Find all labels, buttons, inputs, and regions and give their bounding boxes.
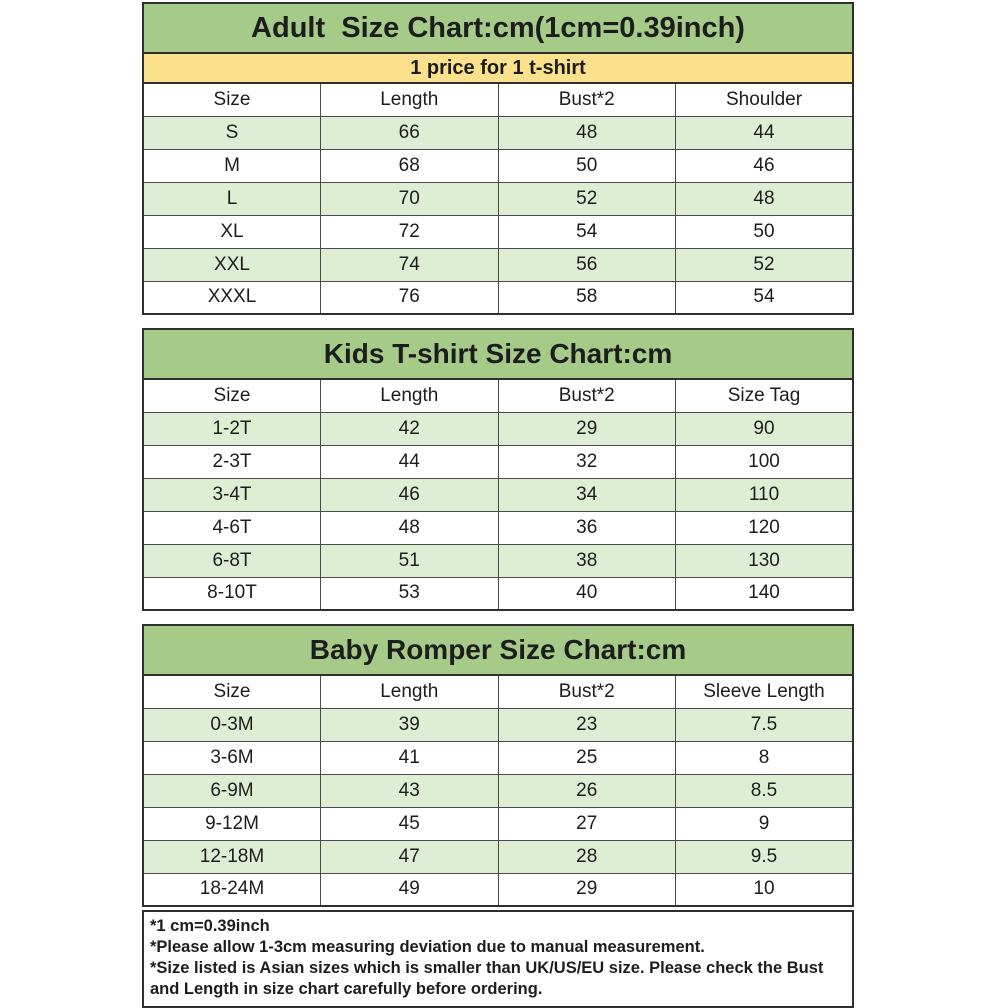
table-cell: 110 <box>676 478 854 511</box>
table-cell: 46 <box>676 149 854 182</box>
kids-chart-title: Kids T-shirt Size Chart:cm <box>142 328 854 380</box>
table-cell: 48 <box>676 182 854 215</box>
table-cell: 3-4T <box>143 478 321 511</box>
adult-header-row <box>143 83 853 116</box>
table-cell: S <box>143 116 321 149</box>
table-cell: 8.5 <box>676 774 854 807</box>
note-line-deviation: *Please allow 1-3cm measuring deviation due to manual measurement. <box>150 938 705 956</box>
table-cell: 52 <box>676 248 854 281</box>
baby-chart-title: Baby Romper Size Chart:cm <box>142 624 854 676</box>
table-cell: 58 <box>498 281 676 314</box>
column-header-length: Length <box>321 83 499 116</box>
kids-header-row <box>143 379 853 412</box>
table-cell: 1-2T <box>143 412 321 445</box>
table-row <box>143 741 853 774</box>
size-chart-sheet <box>142 2 854 1008</box>
table-cell: 48 <box>498 116 676 149</box>
adult-size-table <box>142 82 854 315</box>
note-line-asian-sizes: *Size listed is Asian sizes which is smaller than UK/US/EU size. Please check the Bust and Length in size chart carefully before ordering. <box>150 959 824 998</box>
column-header-size: Size <box>143 379 321 412</box>
table-cell: 90 <box>676 412 854 445</box>
table-cell: 38 <box>498 544 676 577</box>
table-row <box>143 577 853 610</box>
table-cell: 2-3T <box>143 445 321 478</box>
table-cell: 8-10T <box>143 577 321 610</box>
table-cell: 68 <box>321 149 499 182</box>
table-cell: 0-3M <box>143 708 321 741</box>
column-header-shoulder: Shoulder <box>676 83 854 116</box>
table-cell: XXXL <box>143 281 321 314</box>
table-cell: 29 <box>498 873 676 906</box>
table-cell: 23 <box>498 708 676 741</box>
table-row <box>143 544 853 577</box>
table-cell: 50 <box>498 149 676 182</box>
baby-size-table <box>142 674 854 907</box>
column-header-size-tag: Size Tag <box>676 379 854 412</box>
column-header-bust: Bust*2 <box>498 675 676 708</box>
table-cell: 3-6M <box>143 741 321 774</box>
table-cell: 34 <box>498 478 676 511</box>
table-row <box>143 412 853 445</box>
table-cell: 50 <box>676 215 854 248</box>
table-cell: 8 <box>676 741 854 774</box>
table-cell: 48 <box>321 511 499 544</box>
table-cell: 53 <box>321 577 499 610</box>
table-cell: 6-9M <box>143 774 321 807</box>
table-row <box>143 774 853 807</box>
table-cell: 9 <box>676 807 854 840</box>
table-cell: L <box>143 182 321 215</box>
table-row <box>143 807 853 840</box>
table-cell: 49 <box>321 873 499 906</box>
section-gap <box>142 611 854 624</box>
table-cell: 52 <box>498 182 676 215</box>
table-cell: 6-8T <box>143 544 321 577</box>
column-header-bust: Bust*2 <box>498 83 676 116</box>
table-cell: 4-6T <box>143 511 321 544</box>
table-cell: 39 <box>321 708 499 741</box>
column-header-size: Size <box>143 83 321 116</box>
table-cell: 25 <box>498 741 676 774</box>
adult-chart-title: Adult Size Chart:cm(1cm=0.39inch) <box>142 2 854 54</box>
column-header-length: Length <box>321 379 499 412</box>
table-cell: 54 <box>498 215 676 248</box>
column-header-sleeve-length: Sleeve Length <box>676 675 854 708</box>
table-cell: 28 <box>498 840 676 873</box>
table-row <box>143 182 853 215</box>
table-cell: 44 <box>321 445 499 478</box>
table-cell: 10 <box>676 873 854 906</box>
baby-size-chart-section <box>142 624 854 907</box>
table-row <box>143 149 853 182</box>
table-cell: 32 <box>498 445 676 478</box>
column-header-size: Size <box>143 675 321 708</box>
table-cell: 74 <box>321 248 499 281</box>
table-row <box>143 445 853 478</box>
table-cell: M <box>143 149 321 182</box>
table-row <box>143 215 853 248</box>
baby-header-row <box>143 675 853 708</box>
table-cell: 70 <box>321 182 499 215</box>
footnotes-box <box>142 910 854 1008</box>
table-cell: 140 <box>676 577 854 610</box>
table-cell: 44 <box>676 116 854 149</box>
note-line-cm-conversion: *1 cm=0.39inch <box>150 917 270 935</box>
table-row <box>143 708 853 741</box>
table-cell: 120 <box>676 511 854 544</box>
table-cell: 41 <box>321 741 499 774</box>
table-cell: 26 <box>498 774 676 807</box>
table-cell: 12-18M <box>143 840 321 873</box>
adult-size-chart-section <box>142 2 854 315</box>
table-cell: 40 <box>498 577 676 610</box>
table-row <box>143 248 853 281</box>
table-row <box>143 116 853 149</box>
table-cell: 130 <box>676 544 854 577</box>
table-cell: 56 <box>498 248 676 281</box>
table-cell: 18-24M <box>143 873 321 906</box>
table-cell: 42 <box>321 412 499 445</box>
table-row <box>143 840 853 873</box>
table-cell: 43 <box>321 774 499 807</box>
column-header-length: Length <box>321 675 499 708</box>
kids-size-table <box>142 378 854 611</box>
table-cell: XXL <box>143 248 321 281</box>
table-cell: 45 <box>321 807 499 840</box>
table-cell: 72 <box>321 215 499 248</box>
kids-size-chart-section <box>142 328 854 611</box>
table-cell: 46 <box>321 478 499 511</box>
table-cell: 27 <box>498 807 676 840</box>
section-gap <box>142 315 854 328</box>
table-row <box>143 511 853 544</box>
table-cell: 36 <box>498 511 676 544</box>
table-cell: XL <box>143 215 321 248</box>
column-header-bust: Bust*2 <box>498 379 676 412</box>
table-cell: 29 <box>498 412 676 445</box>
table-cell: 66 <box>321 116 499 149</box>
table-cell: 51 <box>321 544 499 577</box>
table-row <box>143 478 853 511</box>
table-cell: 76 <box>321 281 499 314</box>
price-promo-banner: 1 price for 1 t-shirt <box>142 52 854 84</box>
table-cell: 7.5 <box>676 708 854 741</box>
table-row <box>143 281 853 314</box>
table-cell: 47 <box>321 840 499 873</box>
table-cell: 100 <box>676 445 854 478</box>
table-cell: 9-12M <box>143 807 321 840</box>
table-cell: 54 <box>676 281 854 314</box>
table-row <box>143 873 853 906</box>
table-cell: 9.5 <box>676 840 854 873</box>
